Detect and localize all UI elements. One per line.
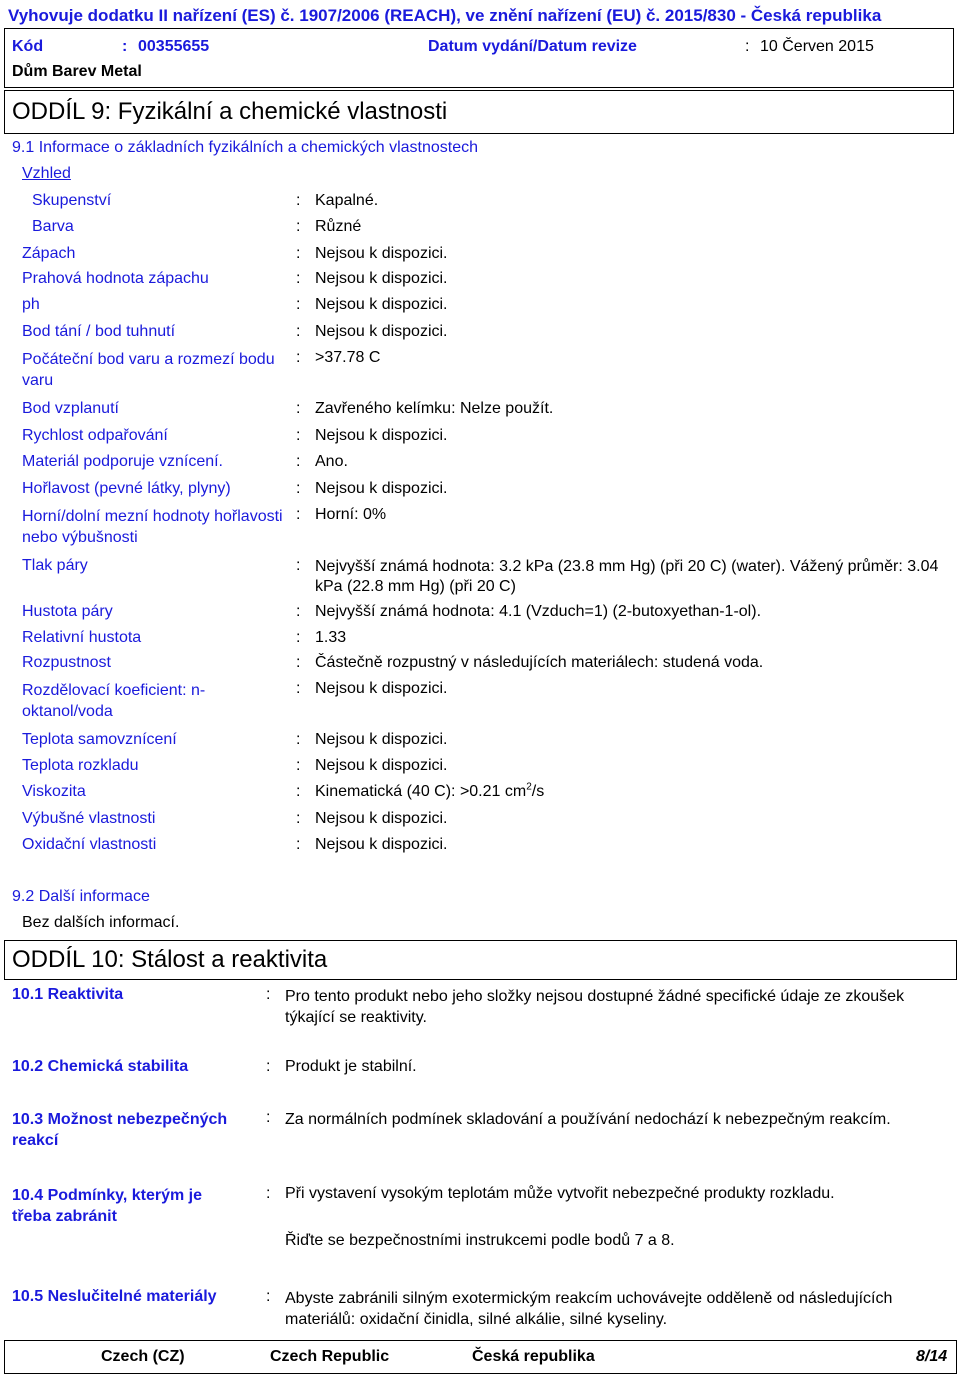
property-value: Zavřeného kelímku: Nelze použít. <box>315 400 554 417</box>
date-value: 10 Červen 2015 <box>760 38 874 55</box>
date-label: Datum vydání/Datum revize <box>428 38 637 55</box>
property-value: Nejsou k dispozici. <box>315 731 448 748</box>
property-label: Relativní hustota <box>22 629 142 646</box>
property-value: Nejsou k dispozici. <box>315 810 448 827</box>
property-label: Bod tání / bod tuhnutí <box>22 323 176 340</box>
property-label: Teplota rozkladu <box>22 757 139 774</box>
property-value: >37.78 C <box>315 349 381 366</box>
property-label: Zápach <box>22 245 76 262</box>
footer-country-local: Česká republika <box>472 1348 595 1365</box>
property-colon: : <box>296 810 301 827</box>
property-label: Bod vzplanutí <box>22 400 119 417</box>
document-header-box <box>4 28 954 88</box>
code-label: Kód <box>12 38 44 55</box>
stability-label: 10.4 Podmínky, kterým je třeba zabránit <box>12 1187 203 1225</box>
subsection-9-2-title: 9.2 Další informace <box>12 888 150 905</box>
property-colon: : <box>296 836 301 853</box>
property-label: Hořlavost (pevné látky, plyny) <box>22 480 231 497</box>
property-value: 1.33 <box>315 629 347 646</box>
property-colon: : <box>296 731 301 748</box>
property-label: Skupenství <box>32 192 112 209</box>
stability-colon: : <box>266 1058 271 1075</box>
company-name: Dům Barev Metal <box>12 63 142 80</box>
property-colon: : <box>296 557 301 574</box>
property-colon: : <box>296 323 301 340</box>
viscosity-value-main: Kinematická (40 C): >0.21 cm <box>315 783 527 800</box>
property-value: Různé <box>315 218 362 235</box>
property-label: Hustota páry <box>22 603 113 620</box>
property-label: Teplota samovznícení <box>22 731 177 748</box>
property-colon: : <box>296 427 301 444</box>
property-value: Nejsou k dispozici. <box>315 757 448 774</box>
property-label: Oxidační vlastnosti <box>22 836 157 853</box>
stability-colon: : <box>266 1109 271 1126</box>
section-9-title: ODDÍL 9: Fyzikální a chemické vlastnosti <box>12 98 448 125</box>
property-colon: : <box>296 192 301 209</box>
property-colon: : <box>296 400 301 417</box>
property-label: Horní/dolní mezní hodnoty hořlavosti nebo výbušnosti <box>22 508 283 546</box>
code-value: 00355655 <box>138 38 210 55</box>
property-label: Viskozita <box>22 783 86 800</box>
property-colon: : <box>296 245 301 262</box>
property-label: Rozdělovací koeficient: n-oktanol/voda <box>22 682 206 720</box>
stability-value: Abyste zabránili silným exotermickým reakcím uchovávejte odděleně od následujících materiálů: oxidační činidla, silné alkálie, silné kyseliny. <box>285 1290 893 1328</box>
date-colon: : <box>745 38 750 55</box>
stability-label: 10.2 Chemická stabilita <box>12 1058 189 1075</box>
property-label: Rychlost odpařování <box>22 427 168 444</box>
appearance-heading: Vzhled <box>22 165 71 182</box>
property-colon: : <box>296 603 301 620</box>
stability-colon: : <box>266 1185 271 1202</box>
stability-value: Pro tento produkt nebo jeho složky nejsou dostupné žádné specifické údaje ze zkoušek týkající se reaktivity. <box>285 988 905 1026</box>
property-value: Nejsou k dispozici. <box>315 480 448 497</box>
property-label: Počáteční bod varu a rozmezí bodu varu <box>22 351 275 389</box>
property-colon: : <box>296 296 301 313</box>
section-10-title: ODDÍL 10: Stálost a reaktivita <box>12 946 328 973</box>
property-value: Nejsou k dispozici. <box>315 427 448 444</box>
property-value: Nejsou k dispozici. <box>315 680 448 697</box>
property-value: Nejvyšší známá hodnota: 4.1 (Vzduch=1) (2-butoxyethan-1-ol). <box>315 603 762 620</box>
property-value: Nejsou k dispozici. <box>315 245 448 262</box>
property-value: Nejsou k dispozici. <box>315 836 448 853</box>
subsection-9-2-text: Bez dalších informací. <box>22 914 180 931</box>
stability-value: Při vystavení vysokým teplotám může vytvořit nebezpečné produkty rozkladu. <box>285 1185 835 1202</box>
viscosity-value-exponent: 2 <box>526 781 532 793</box>
property-label: Rozpustnost <box>22 654 111 671</box>
property-value: Nejsou k dispozici. <box>315 323 448 340</box>
property-colon: : <box>296 480 301 497</box>
stability-value: Produkt je stabilní. <box>285 1058 417 1075</box>
property-label: Materiál podporuje vznícení. <box>22 453 223 470</box>
property-value: Horní: 0% <box>315 506 387 523</box>
property-colon: : <box>296 270 301 287</box>
stability-value-note: Řiďte se bezpečnostními instrukcemi podle bodů 7 a 8. <box>285 1232 675 1249</box>
property-value: Nejsou k dispozici. <box>315 296 448 313</box>
property-colon: : <box>296 783 301 800</box>
footer-country: Czech Republic <box>270 1348 390 1365</box>
property-value: Nejvyšší známá hodnota: 3.2 kPa (23.8 mm Hg) (při 20 C) (water). Vážený průměr: 3.04 kPa (22.8 mm Hg) (při 20 C) <box>315 558 939 595</box>
property-colon: : <box>296 654 301 671</box>
viscosity-value-unit: /s <box>531 783 545 800</box>
subsection-9-1-title: 9.1 Informace o základních fyzikálních a chemických vlastnostech <box>12 139 478 156</box>
footer-page-number: 8/14 <box>916 1348 948 1365</box>
property-colon: : <box>296 349 301 366</box>
stability-label: 10.3 Možnost nebezpečných reakcí <box>12 1111 228 1149</box>
property-value: Kapalné. <box>315 192 379 209</box>
property-label: ph <box>22 296 40 313</box>
property-colon: : <box>296 453 301 470</box>
code-colon: : <box>122 38 128 55</box>
property-value <box>315 783 544 801</box>
property-value: Částečně rozpustný v následujících materiálech: studená voda. <box>315 654 764 671</box>
stability-colon: : <box>266 1288 271 1305</box>
property-value: Ano. <box>315 453 348 470</box>
stability-label: 10.1 Reaktivita <box>12 986 124 1003</box>
property-label: Barva <box>32 218 74 235</box>
property-label: Prahová hodnota zápachu <box>22 270 209 287</box>
property-colon: : <box>296 506 301 523</box>
property-colon: : <box>296 218 301 235</box>
stability-colon: : <box>266 986 271 1003</box>
property-colon: : <box>296 757 301 774</box>
property-colon: : <box>296 680 301 697</box>
stability-value: Za normálních podmínek skladování a používání nedochází k nebezpečným reakcím. <box>285 1111 891 1128</box>
footer-language: Czech (CZ) <box>101 1348 185 1365</box>
property-value: Nejsou k dispozici. <box>315 270 448 287</box>
property-colon: : <box>296 629 301 646</box>
property-label: Tlak páry <box>22 557 88 574</box>
document-regulation-title: Vyhovuje dodatku II nařízení (ES) č. 1907/2006 (REACH), ve znění nařízení (EU) č. 2015/830 - Česká republika <box>8 6 882 25</box>
stability-label: 10.5 Neslučitelné materiály <box>12 1288 217 1305</box>
property-label: Výbušné vlastnosti <box>22 810 156 827</box>
